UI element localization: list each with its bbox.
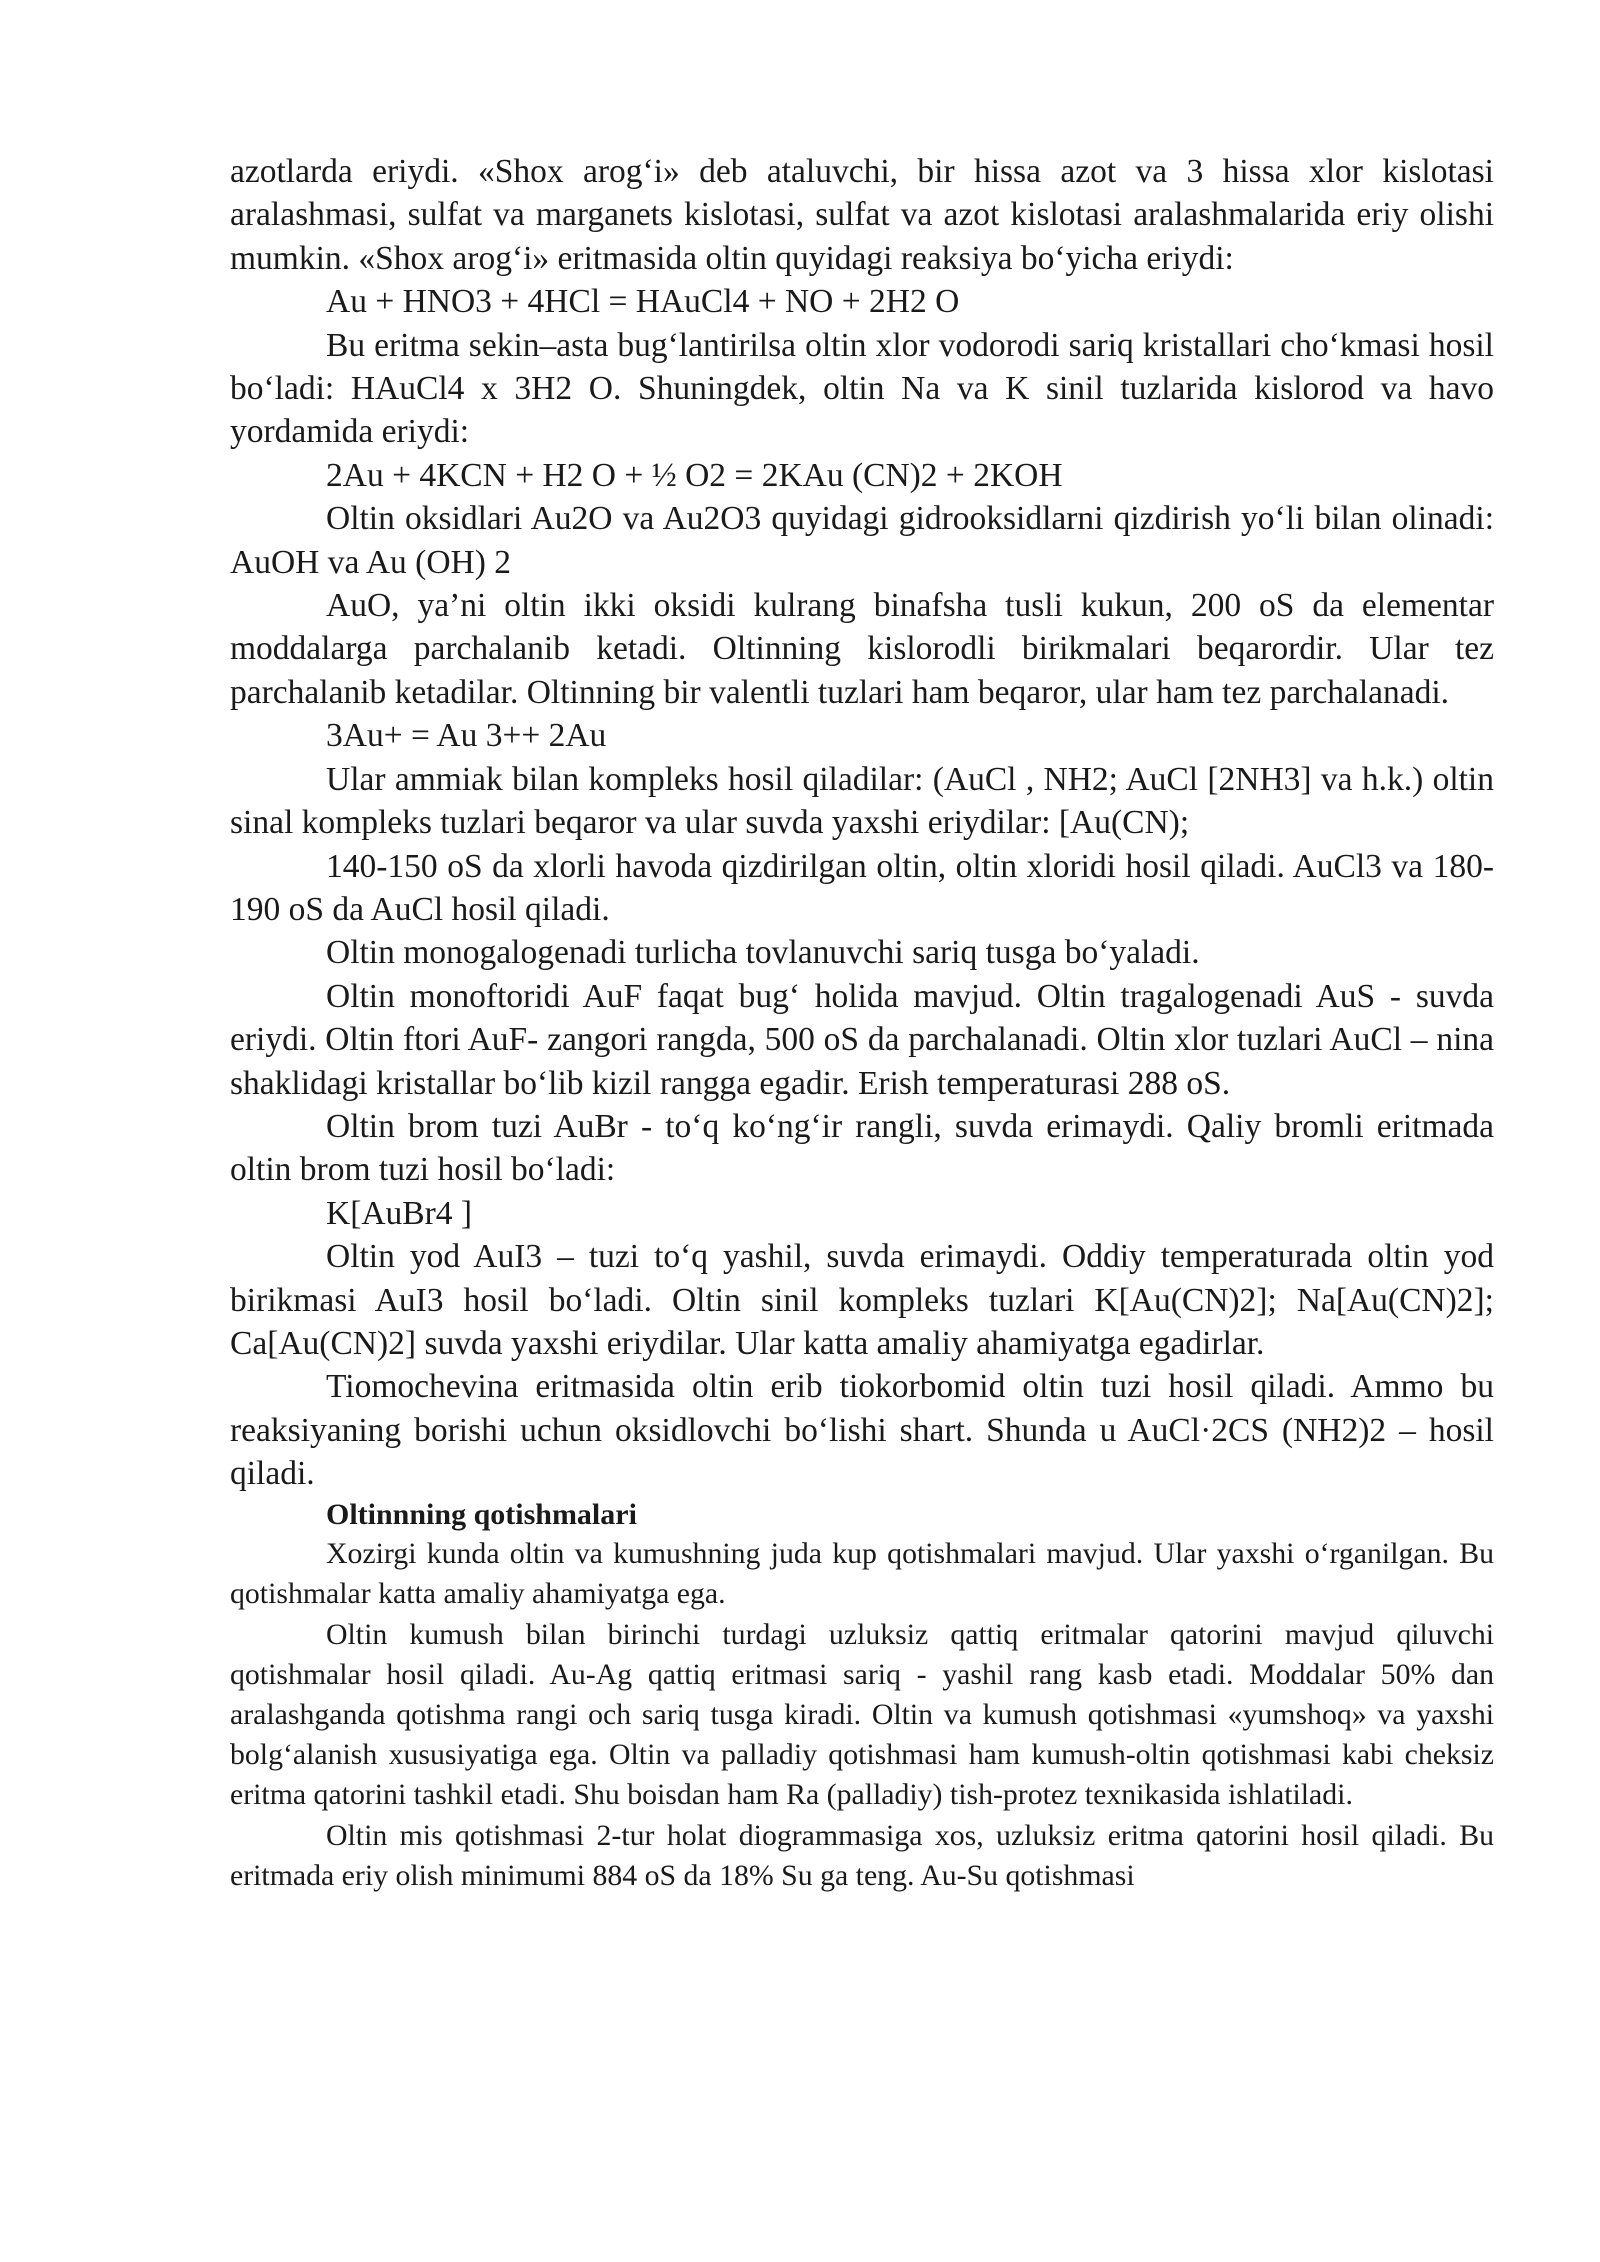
- chemical-equation: Au + HNO3 + 4HCl = HAuCl4 + NO + 2H2 O: [326, 283, 960, 321]
- document-page: [230, 150, 1494, 1896]
- chemical-formula: K[AuBr4 ]: [326, 1194, 473, 1232]
- paragraph: Oltin brom tuzi AuBr - to‘q ko‘ng‘ir rangli, suvda erimaydi. Qaliy bromli eritmada oltin brom tuzi hosil bo‘ladi:: [230, 1107, 1494, 1189]
- paragraph: Oltin mis qotishmasi 2-tur holat diogrammasiga xos, uzluksiz eritma qatorini hosil qiladi. Bu eritmada eriy olish minimumi 884 oS da 18% Su ga teng. Au-Su qotishmasi: [230, 1818, 1494, 1892]
- paragraph: Oltin monoftoridi AuF faqat bug‘ holida mavjud. Oltin tragalogenadi AuS - suvda eriydi. Oltin ftori AuF- zangori rangda, 500 oS da parchalanadi. Oltin xlor tuzlari AuCl – nina shaklidagi kristallar bo‘lib kizil rangga egadir. Erish temperaturasi 288 oS.: [230, 977, 1494, 1102]
- paragraph: Tiomochevina eritmasida oltin erib tiokorbomid oltin tuzi hosil qiladi. Ammo bu reaksiyaning borishi uchun oksidlovchi bo‘lishi shart. Shunda u AuCl·2CS (NH2)2 – hosil qiladi.: [230, 1368, 1494, 1493]
- paragraph: Ular ammiak bilan kompleks hosil qiladilar: (AuCl , NH2; AuCl [2NH3] va h.k.) oltin sinal kompleks tuzlari beqaror va ular suvda yaxshi eriydilar: [Au(CN);: [230, 760, 1494, 842]
- paragraph: Oltin yod AuI3 – tuzi to‘q yashil, suvda erimaydi. Oddiy temperaturada oltin yod birikmasi AuI3 hosil bo‘ladi. Oltin sinil kompleks tuzlari K[Au(CN)2]; Na[Au(CN)2]; Ca[Au(CN)2] suvda yaxshi eriydilar. Ular katta amaliy ahamiyatga egadirlar.: [230, 1238, 1494, 1362]
- paragraph: Xozirgi kunda oltin va kumushning juda kup qotishmalari mavjud. Ular yaxshi o‘rganilgan. Bu qotishmalar katta amaliy ahamiyatga ega.: [230, 1537, 1494, 1611]
- paragraph: Bu eritma sekin–asta bug‘lantirilsa oltin xlor vodorodi sariq kristallari cho‘kmasi hosil bo‘ladi: HAuCl4 x 3H2 O. Shuningdek, oltin Na va K sinil tuzlarida kislorod va havo yordamida eriydi:: [230, 326, 1494, 451]
- chemical-equation: 3Au+ = Au 3++ 2Au: [326, 717, 607, 755]
- paragraph: Oltin monogalogenadi turlicha tovlanuvchi sariq tusga bo‘yaladi.: [326, 934, 1200, 972]
- paragraph: 140-150 oS da xlorli havoda qizdirilgan oltin, oltin xloridi hosil qiladi. AuCl3 va 180-190 oS da AuCl hosil qiladi.: [230, 847, 1494, 928]
- paragraph: Oltin oksidlari Au2O va Au2O3 quyidagi gidrooksidlarni qizdirish yo‘li bilan olinadi: AuOH va Au (OH) 2: [230, 500, 1494, 581]
- chemical-equation: 2Au + 4KCN + H2 O + ½ O2 = 2KAu (CN)2 + 2KOH: [326, 456, 1063, 494]
- paragraph: AuO, ya’ni oltin ikki oksidi kulrang binafsha tusli kukun, 200 oS da elementar moddalarga parchalanib ketadi. Oltinning kislorodli birikmalari beqarordir. Ular tez parchalanib ketadilar. Oltinning bir valentli tuzlari ham beqaror, ular ham tez parchalanadi.: [230, 587, 1494, 711]
- paragraph: azotlarda eriydi. «Shox arog‘i» deb ataluvchi, bir hissa azot va 3 hissa xlor kislotasi aralashmasi, sulfat va marganets kislotasi, sulfat va azot kislotasi aralashmalarida eriy olishi mumkin. «Shox arog‘i» eritmasida oltin quyidagi reaksiya bo‘yicha eriydi:: [230, 153, 1494, 277]
- paragraph: Oltin kumush bilan birinchi turdagi uzluksiz qattiq eritmalar qatorini mavjud qiluvchi qotishmalar hosil qiladi. Au-Ag qattiq eritmasi sariq - yashil rang kasb etadi. Moddalar 50% dan aralashganda qotishma rangi och sariq tusga kiradi. Oltin va kumush qotishmasi «yumshoq» va yaxshi bolg‘alanish xususiyatiga ega. Oltin va palladiy qotishmasi ham kumush-oltin qotishmasi kabi cheksiz eritma qatorini tashkil etadi. Shu boisdan ham Ra (palladiy) tish-protez texnikasida ishlatiladi.: [230, 1617, 1494, 1812]
- section-heading: Oltinnning qotishmalari: [326, 1497, 637, 1531]
